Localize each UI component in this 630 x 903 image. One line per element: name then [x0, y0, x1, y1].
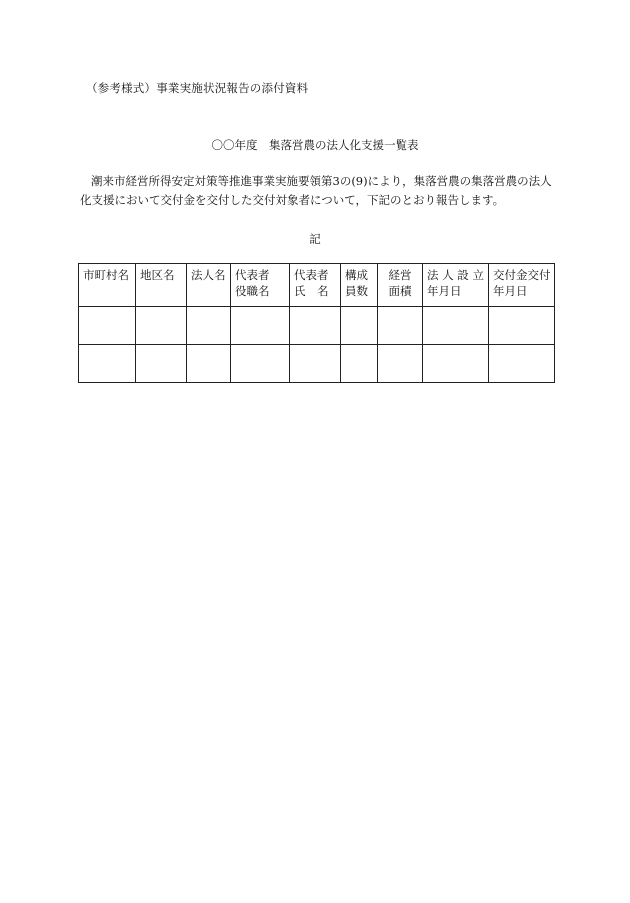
header-line: 年月日 — [492, 284, 528, 298]
header-municipality — [79, 264, 136, 307]
header-member-count — [341, 264, 378, 307]
table-cell — [488, 307, 555, 345]
table-cell — [187, 345, 231, 383]
document-title: 〇〇年度 集落営農の法人化支援一覧表 — [211, 138, 419, 152]
header-line: 代表者 — [294, 268, 329, 282]
table-cell — [231, 345, 290, 383]
table-cell — [423, 345, 489, 383]
header-grant-date — [488, 264, 555, 307]
table-cell — [290, 345, 341, 383]
header-line: 地区名 — [140, 268, 175, 282]
header-farm-area — [378, 264, 423, 307]
header-line: 役職名 — [235, 284, 270, 298]
table-cell — [341, 345, 378, 383]
table-cell — [187, 307, 231, 345]
header-line: 交付金交付 — [492, 268, 551, 282]
table-cell — [79, 307, 136, 345]
table-cell — [290, 307, 341, 345]
header-line: 年月日 — [427, 284, 462, 298]
ki-heading: 記 — [309, 232, 321, 246]
form-caption: （参考様式）事業実施状況報告の添付資料 — [86, 81, 309, 95]
header-representative-title — [231, 264, 290, 307]
header-line: 員数 — [345, 284, 368, 298]
header-line: 法 人 設 立 — [427, 268, 484, 282]
table-cell — [231, 307, 290, 345]
table-cell — [423, 307, 489, 345]
table-row — [79, 345, 555, 383]
header-establishment-date — [423, 264, 489, 307]
table-cell — [136, 345, 187, 383]
table-cell — [378, 307, 423, 345]
support-list-table — [78, 263, 555, 383]
header-representative-name — [290, 264, 341, 307]
table-cell — [79, 345, 136, 383]
table-cell — [136, 307, 187, 345]
header-corporation-name — [187, 264, 231, 307]
body-paragraph: 潮来市経営所得安定対策等推進事業実施要領第3の(9)により，集落営農の集落営農の法人化支援において交付金を交付した交付対象者について，下記のとおり報告します。 — [80, 174, 552, 207]
header-line: 代表者 — [235, 268, 270, 282]
table-cell — [488, 345, 555, 383]
header-line: 市町村名 — [83, 268, 129, 282]
header-line: 経営 — [388, 268, 412, 282]
table-cell — [341, 307, 378, 345]
table-row — [79, 307, 555, 345]
header-line: 氏 名 — [294, 284, 329, 298]
header-line: 法人名 — [191, 268, 226, 282]
table-header-row — [79, 264, 555, 307]
table-cell — [378, 345, 423, 383]
header-line: 面積 — [388, 284, 412, 298]
header-district — [136, 264, 187, 307]
header-line: 構成 — [345, 268, 368, 282]
